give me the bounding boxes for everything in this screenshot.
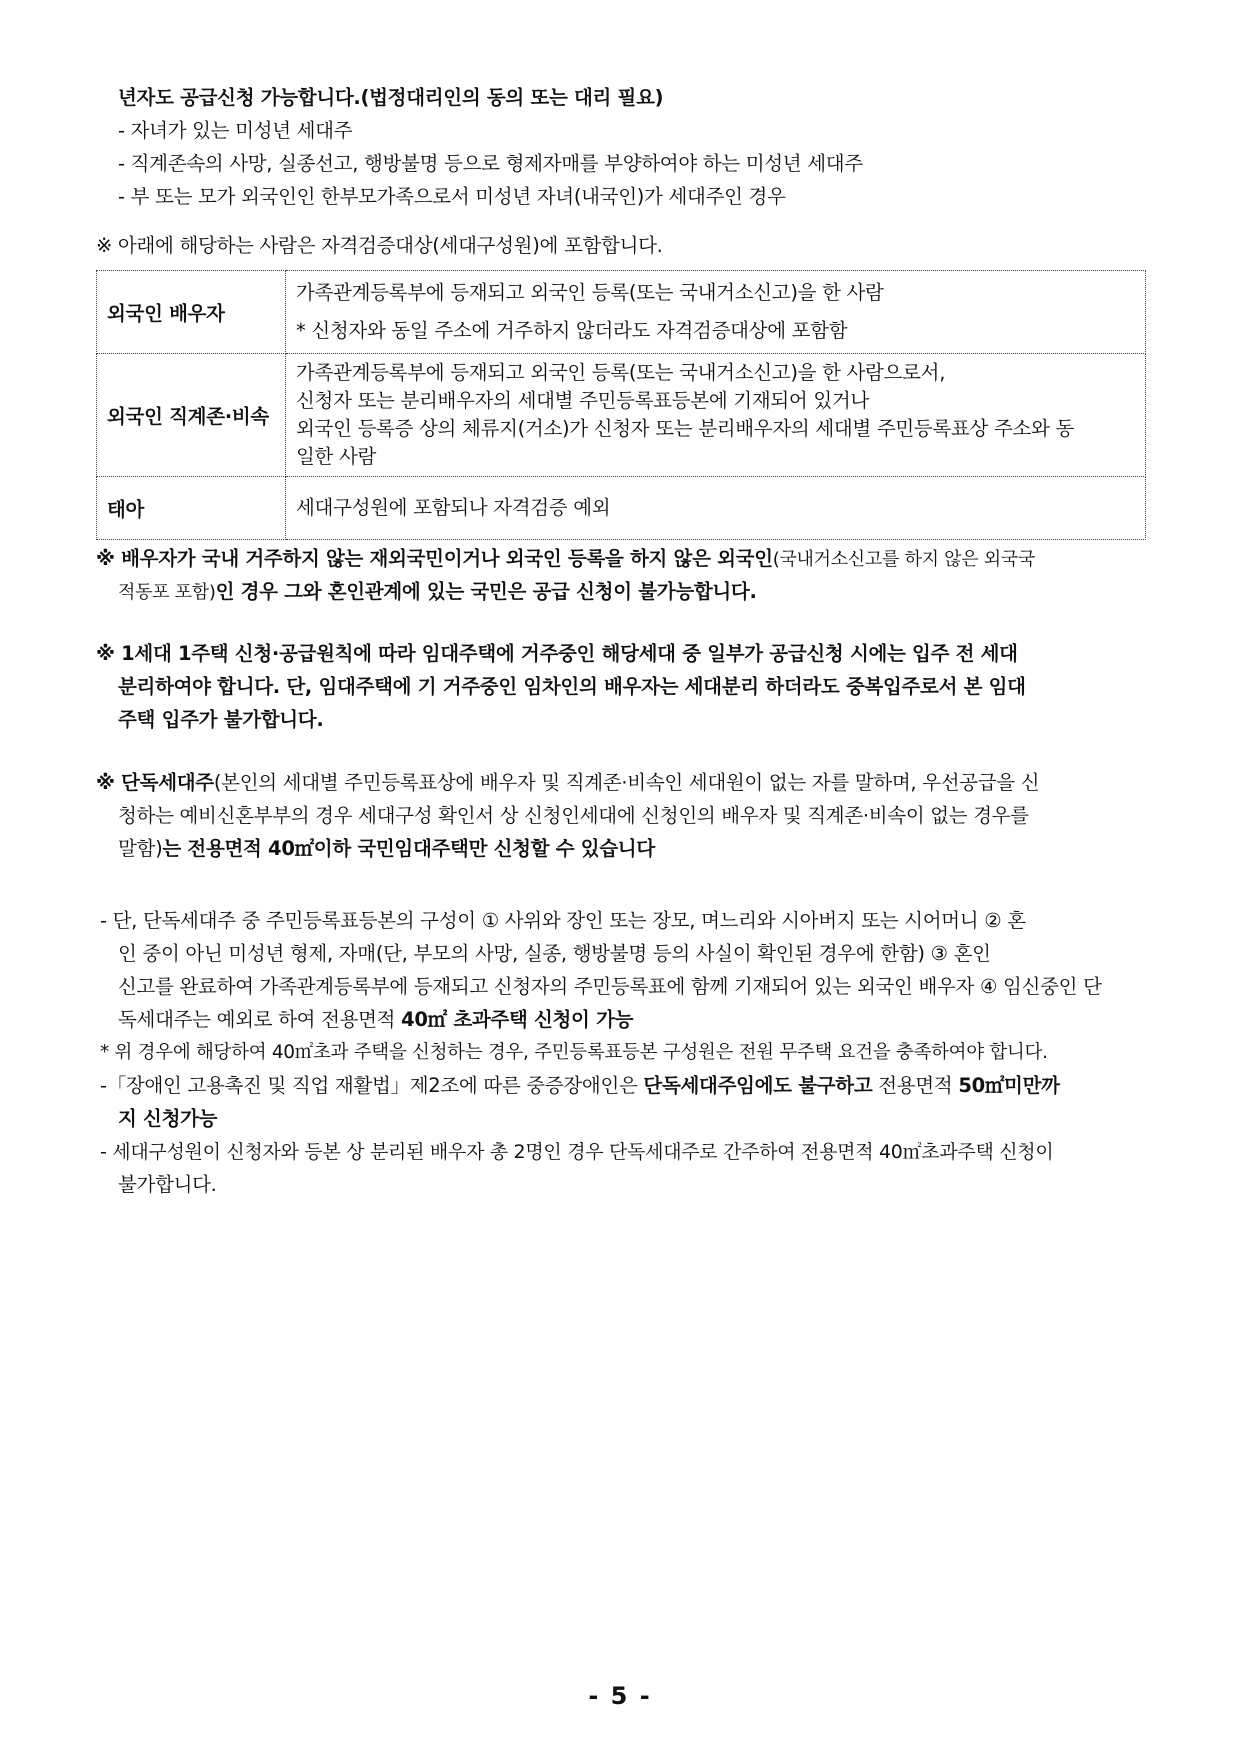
exception-4-line1: - 세대구성원이 신청자와 등본 상 분리된 배우자 총 2명인 경우 단독세대주로 간주하여 전용면적 40㎡초과주택 신청이 [100,1141,1054,1163]
note-single-householder-line2: 청하는 예비신혼부부의 경우 세대구성 확인서 상 신청인세대에 신청인의 배우자 및 직계존·비속이 없는 경우를 [118,804,1029,827]
exception-1-line4: 독세대주는 예외로 하여 전용면적 40㎡ 초과주택 신청이 가능 [118,1008,634,1031]
row-line: 가족관계등록부에 등재되고 외국인 등록(또는 국내거소신고)을 한 사람 [296,281,884,304]
exception-1-line2: 인 중이 아닌 미성년 형제, 자매(단, 부모의 사망, 실종, 행방불명 등의 사실이 확인된 경우에 한함) ③ 혼인 [118,942,991,965]
table-row [97,271,1146,354]
row-line: 세대구성원에 포함되나 자격검증 예외 [296,496,611,519]
row-line: * 신청자와 동일 주소에 거주하지 않더라도 자격검증대상에 포함함 [296,319,848,342]
row-line: 신청자 또는 분리배우자의 세대별 주민등록표등본에 기재되어 있거나 [296,389,869,412]
note-one-household-line1: ※ 1세대 1주택 신청·공급원칙에 따라 임대주택에 거주중인 해당세대 중 일부가 공급신청 시에는 입주 전 세대 [96,642,1018,665]
row-header: 태아 [97,477,286,540]
row-line: 가족관계등록부에 등재되고 외국인 등록(또는 국내거소신고)을 한 사람으로서, [296,361,946,384]
row-content [286,477,1146,540]
note-single-householder-line3: 말함)는 전용면적 40㎡이하 국민임대주택만 신청할 수 있습니다 [118,837,655,860]
table-row [97,354,1146,477]
exception-2: * 위 경우에 해당하여 40㎡초과 주택을 신청하는 경우, 주민등록표등본 구성원은 전원 무주택 요건을 충족하여야 합니다. [100,1042,1048,1063]
exception-1-line3: 신고를 완료하여 가족관계등록부에 등재되고 신청자의 주민등록표에 함께 기재되어 있는 외국인 배우자 ④ 임신중인 단 [118,975,1102,998]
exception-4-line2: 불가합니다. [118,1173,217,1196]
row-content [286,354,1146,477]
member-inclusion-table [96,270,1146,540]
intro-continuation: 년자도 공급신청 가능합니다.(법정대리인의 동의 또는 대리 필요) [118,86,664,109]
exception-1-line1: - 단, 단독세대주 중 주민등록표등본의 구성이 ① 사위와 장인 또는 장모, 며느리와 시아버지 또는 시어머니 ② 혼 [100,909,1026,932]
row-line: 외국인 등록증 상의 체류지(거소)가 신청자 또는 분리배우자의 세대별 주민등록표상 주소와 동 [296,417,1075,440]
note-single-householder-line1: ※ 단독세대주(본인의 세대별 주민등록표상에 배우자 및 직계존·비속인 세대원이 없는 자를 말하며, 우선공급을 신 [96,771,1040,794]
intro-item-1: - 자녀가 있는 미성년 세대주 [118,119,353,142]
intro-item-3: - 부 또는 모가 외국인인 한부모가족으로서 미성년 자녀(내국인)가 세대주인 경우 [118,185,786,208]
note-one-household-line3: 주택 입주가 불가합니다. [118,708,324,731]
note-foreign-spouse-line1: ※ 배우자가 국내 거주하지 않는 재외국민이거나 외국인 등록을 하지 않은 외국인(국내거소신고를 하지 않은 외국국 [96,547,1035,570]
table-row [97,477,1146,540]
row-header: 외국인 배우자 [97,271,286,354]
page-number: - 5 - [588,1682,652,1710]
exception-3-line1: -「장애인 고용촉진 및 직업 재활법」제2조에 따른 중증장애인은 단독세대주임에도 불구하고 전용면적 50㎡미만까 [100,1074,1060,1097]
note-one-household-line2: 분리하여야 합니다. 단, 임대주택에 기 거주중인 임차인의 배우자는 세대분리 하더라도 중복입주로서 본 임대 [118,675,1026,698]
exception-3-line2: 지 신청가능 [118,1107,218,1130]
row-header: 외국인 직계존·비속 [97,354,286,477]
intro-item-2: - 직계존속의 사망, 실종선고, 행방불명 등으로 형제자매를 부양하여야 하는 미성년 세대주 [118,152,863,175]
table-intro-note: ※ 아래에 해당하는 사람은 자격검증대상(세대구성원)에 포함합니다. [96,234,663,257]
note-foreign-spouse-line2: 적동포 포함)인 경우 그와 혼인관계에 있는 국민은 공급 신청이 불가능합니다. [118,580,757,603]
row-line: 일한 사람 [296,445,377,468]
row-content [286,271,1146,354]
